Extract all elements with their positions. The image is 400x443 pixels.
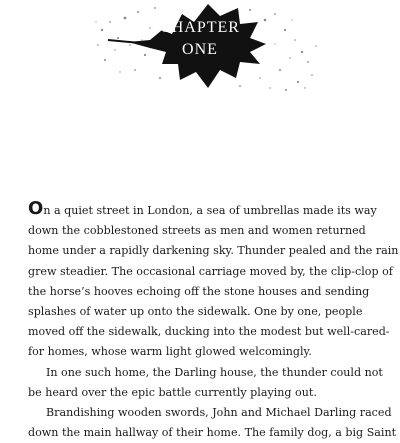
- body-line: moved off the sidewalk, ducking into the modest but well-cared-: [28, 325, 390, 339]
- body-line: the horse’s hooves echoing off the stone houses and sending: [28, 284, 370, 298]
- chapter-label: CHAPTER: [160, 19, 240, 36]
- chapter-body: [28, 198, 399, 443]
- drop-cap: O: [28, 198, 44, 219]
- body-line: grew steadier. The occasional carriage moved by, the clip-clop of: [28, 264, 393, 278]
- body-line: [28, 198, 377, 221]
- body-line: for homes, whose warm light glowed welcomingly.: [28, 345, 312, 359]
- body-line: Brandishing wooden swords, John and Michael Darling raced: [46, 406, 392, 420]
- body-line-text: n a quiet street in London, a sea of umbrellas made its way: [43, 204, 377, 217]
- body-line: In one such home, the Darling house, the thunder could not: [46, 365, 383, 379]
- body-line: down the cobblestoned streets as men and women returned: [28, 224, 366, 238]
- body-line: down the main hallway of their home. The family dog, a big Saint: [28, 426, 397, 440]
- body-line: home under a rapidly darkening sky. Thunder pealed and the rain: [28, 244, 399, 258]
- chapter-number: ONE: [182, 41, 218, 58]
- body-line: splashes of water up onto the sidewalk. One by one, people: [28, 305, 363, 319]
- body-line: be heard over the epic battle currently playing out.: [28, 385, 317, 399]
